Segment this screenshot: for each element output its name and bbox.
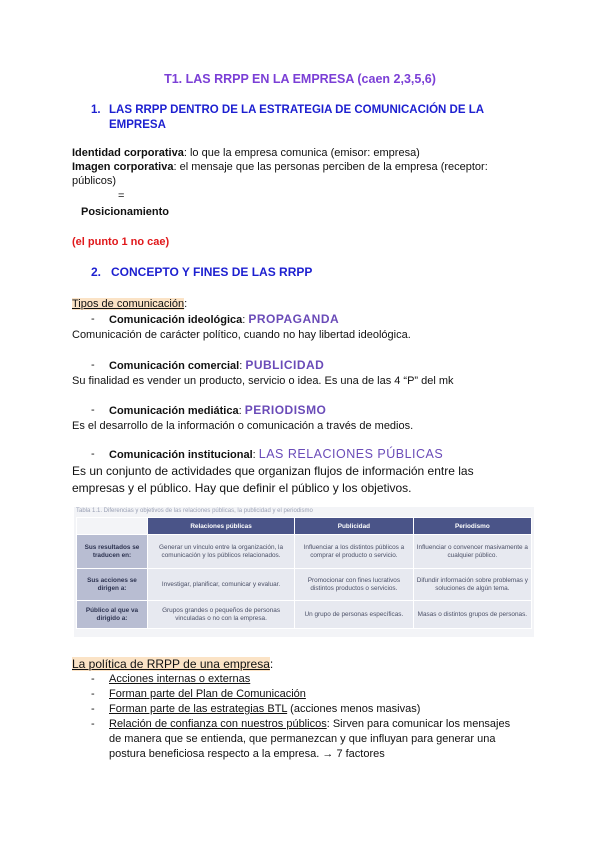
type-sep: : bbox=[238, 405, 245, 417]
politica-item-cont: de manera que se entienda, que permanezcan y que influyan para generar una bbox=[109, 733, 496, 745]
politica-item-underlined: Relación de confianza con nuestros públicos bbox=[109, 718, 327, 730]
tipos-heading bbox=[72, 297, 187, 311]
politica-item-underlined: Forman parte de las estrategias BTL bbox=[109, 703, 288, 715]
table-cell: Investigar, planificar, comunicar y evaluar. bbox=[148, 569, 295, 601]
politica-item-cont: postura beneficiosa respecto a la empresa. → 7 factores bbox=[109, 748, 385, 760]
type-tag: LAS RELACIONES PÚBLICAS bbox=[258, 447, 444, 461]
type-name: Comunicación comercial bbox=[109, 360, 240, 372]
comparison-table-image bbox=[74, 507, 534, 637]
page-title: T1. LAS RRPP EN LA EMPRESA (caen 2,3,5,6) bbox=[164, 72, 436, 86]
table-cell: Influenciar a los distintos públicos a comprar el producto o servicio. bbox=[295, 535, 414, 569]
table-row bbox=[77, 535, 532, 569]
bullet-dash: - bbox=[91, 673, 95, 685]
bullet-dash: - bbox=[91, 703, 95, 715]
posicionamiento: Posicionamiento bbox=[81, 206, 170, 218]
type-desc: Comunicación de carácter político, cuando no hay libertad ideológica. bbox=[72, 329, 411, 341]
table-cell: Influenciar o convencer masivamente a cualquier público. bbox=[413, 535, 531, 569]
politica-item bbox=[109, 672, 250, 686]
identidad-line bbox=[72, 146, 420, 160]
table-header: Periodismo bbox=[413, 518, 531, 535]
politica-item bbox=[109, 687, 306, 701]
imagen-line bbox=[72, 160, 488, 174]
type-name: Comunicación mediática bbox=[109, 405, 239, 417]
bullet-dash: - bbox=[91, 718, 95, 730]
imagen-text: : el mensaje que las personas perciben de la empresa (receptor: bbox=[173, 161, 488, 173]
row-label: Público al que va dirigido a: bbox=[77, 601, 148, 629]
politica-heading bbox=[72, 657, 273, 671]
colon: : bbox=[269, 657, 274, 671]
type-desc-cont: empresas y el público. Hay que definir el público y los objetivos. bbox=[72, 481, 412, 495]
identidad-term: Identidad corporativa bbox=[72, 147, 184, 159]
colon: : bbox=[184, 298, 188, 310]
bullet-dash: - bbox=[91, 448, 95, 460]
type-sep: : bbox=[239, 360, 246, 372]
politica-item-rest: (acciones menos masivas) bbox=[287, 703, 421, 715]
bullet-dash: - bbox=[91, 359, 95, 371]
imagen-line-2: públicos) bbox=[72, 175, 117, 187]
section-1-title: LAS RRPP DENTRO DE LA ESTRATEGIA DE COMUNICACIÓN DE LA bbox=[109, 104, 485, 116]
bullet-dash: - bbox=[91, 688, 95, 700]
bullet-dash: - bbox=[91, 404, 95, 416]
row-label: Sus acciones se dirigen a: bbox=[77, 569, 148, 601]
politica-item bbox=[109, 702, 420, 716]
politica-item bbox=[109, 717, 510, 731]
type-name: Comunicación institucional bbox=[109, 449, 253, 461]
type-name: Comunicación ideológica bbox=[109, 314, 243, 326]
equals-sign: = bbox=[118, 190, 125, 202]
type-desc: Es el desarrollo de la información o comunicación a través de medios. bbox=[72, 420, 414, 432]
type-sep: : bbox=[242, 314, 249, 326]
comparison-table bbox=[76, 517, 532, 629]
type-tag: PROPAGANDA bbox=[248, 312, 340, 326]
type-tag: PERIODISMO bbox=[244, 403, 327, 417]
bullet-dash: - bbox=[91, 313, 95, 325]
politica-item-underlined: Forman parte del Plan de Comunicación bbox=[109, 688, 306, 700]
table-cell: Generar un vínculo entre la organización, la comunicación y los públicos relacionados. bbox=[148, 535, 295, 569]
table-row bbox=[77, 569, 532, 601]
type-sep: : bbox=[252, 449, 259, 461]
table-cell: Un grupo de personas específicas. bbox=[295, 601, 414, 629]
table-cell: Difundir información sobre problemas y soluciones de algún tema. bbox=[413, 569, 531, 601]
table-cell: Grupos grandes o pequeños de personas vinculadas o no con la empresa. bbox=[148, 601, 295, 629]
politica-item-rest: : Sirven para comunicar los mensajes bbox=[326, 718, 511, 730]
type-institucional bbox=[109, 447, 443, 462]
section-2-number: 2. bbox=[91, 265, 102, 279]
politica-heading-text: La política de RRPP de una empresa bbox=[72, 657, 270, 671]
type-ideologica bbox=[109, 312, 339, 327]
imagen-term: Imagen corporativa bbox=[72, 161, 174, 173]
table-row bbox=[77, 601, 532, 629]
table-caption: Tabla 1.1. Diferencias y objetivos de las relaciones públicas, la publicidad y el periodismo bbox=[76, 508, 313, 514]
identidad-text: : lo que la empresa comunica (emisor: empresa) bbox=[183, 147, 420, 159]
type-tag: PUBLICIDAD bbox=[245, 358, 325, 372]
note-text: (el punto 1 no cae) bbox=[72, 236, 170, 248]
section-1-number: 1. bbox=[91, 104, 101, 116]
type-desc: Es un conjunto de actividades que organizan flujos de información entre las bbox=[72, 464, 474, 478]
section-2-title: CONCEPTO Y FINES DE LAS RRPP bbox=[111, 265, 313, 279]
table-cell: Masas o distintos grupos de personas. bbox=[413, 601, 531, 629]
tipos-heading-text: Tipos de comunicación bbox=[72, 298, 185, 310]
politica-item-underlined: Acciones internas o externas bbox=[109, 673, 251, 685]
table-cell: Promocionar con fines lucrativos distintos productos o servicios. bbox=[295, 569, 414, 601]
table-header: Publicidad bbox=[295, 518, 414, 535]
table-corner bbox=[77, 518, 148, 535]
type-desc: Su finalidad es vender un producto, servicio o idea. Es una de las 4 “P” del mk bbox=[72, 375, 454, 387]
table-header: Relaciones públicas bbox=[148, 518, 295, 535]
table-header-row bbox=[77, 518, 532, 535]
row-label: Sus resultados se traducen en: bbox=[77, 535, 148, 569]
section-1-title-cont: EMPRESA bbox=[109, 119, 166, 131]
type-mediatica bbox=[109, 403, 326, 418]
type-comercial bbox=[109, 358, 324, 373]
